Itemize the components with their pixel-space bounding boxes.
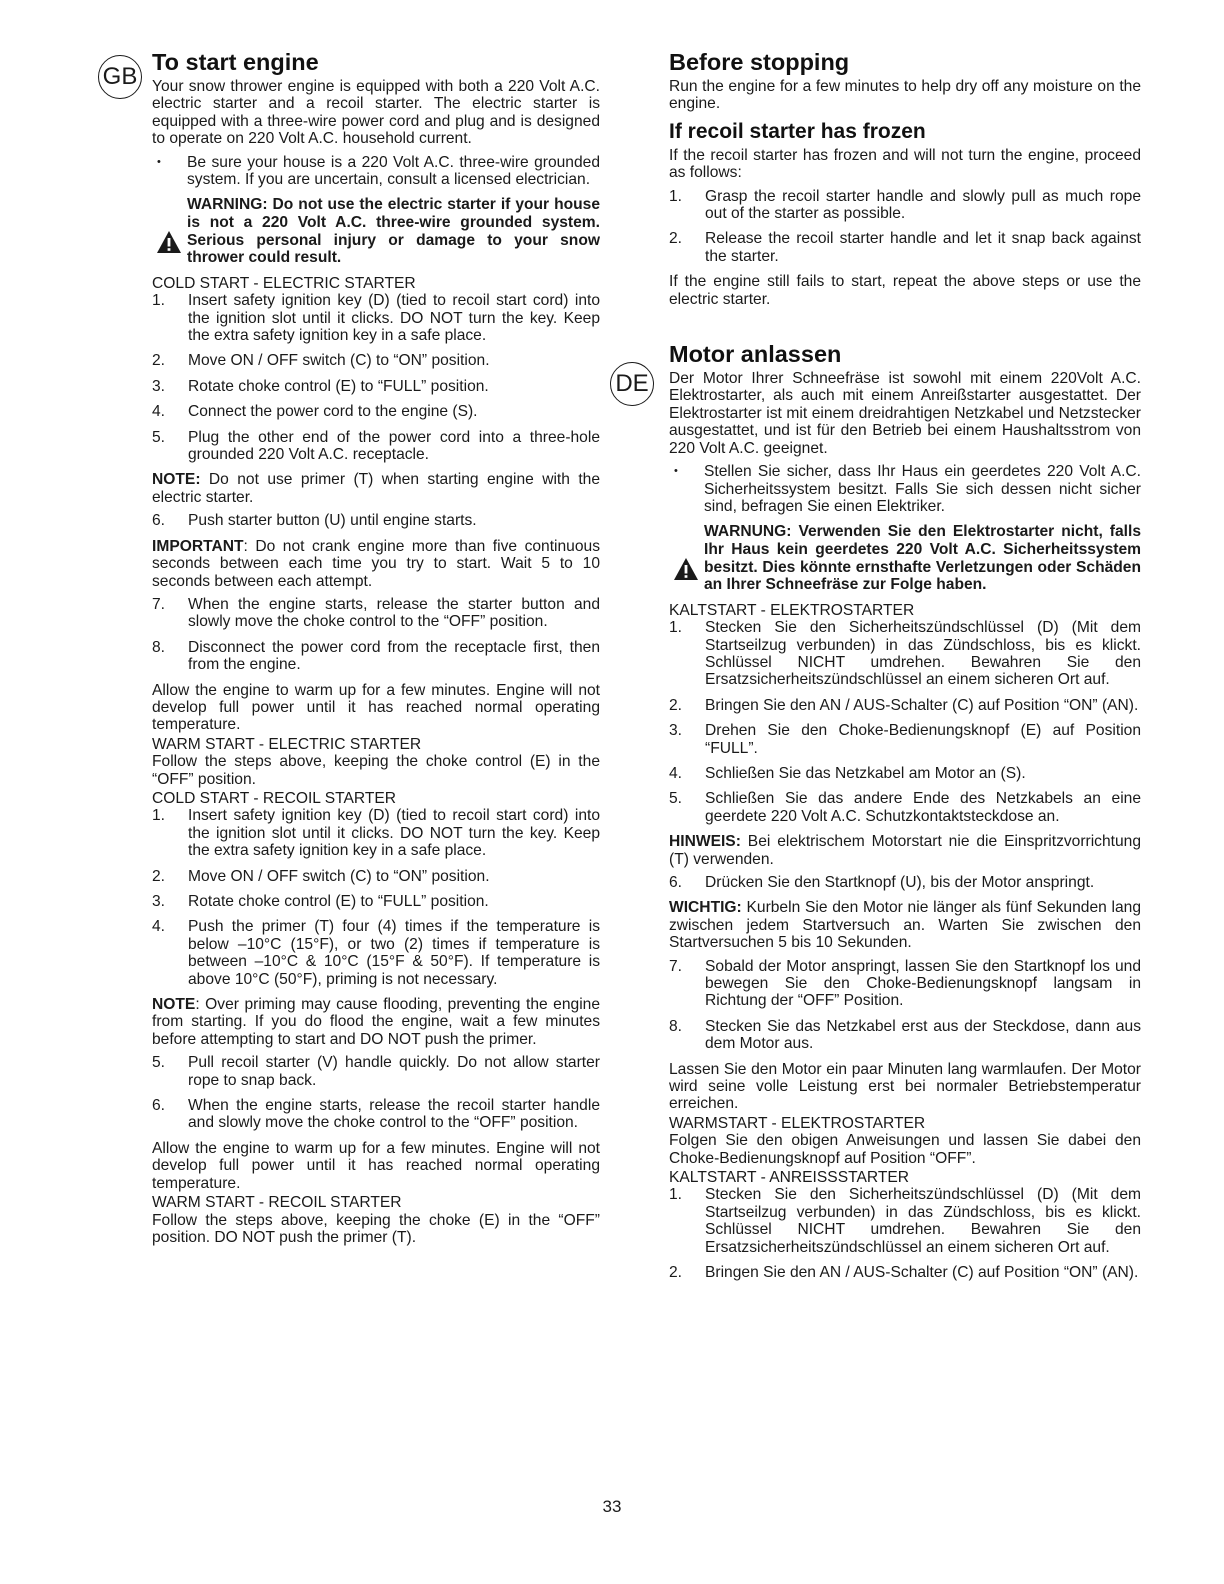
recoil-frozen-outro: If the engine still fails to start, repeat the above steps or use the electric starter. (669, 273, 1141, 308)
step-text: Disconnect the power cord from the receptacle first, then from the engine. (188, 638, 600, 674)
note-text: Do not use primer (T) when starting engine with the electric starter. (152, 471, 600, 506)
step-number: 3. (669, 722, 683, 740)
step-text: Move ON / OFF switch (C) to “ON” position. (188, 867, 490, 885)
step-text: Schließen Sie das Netzkabel am Motor an (S). (705, 764, 1026, 782)
bullet-item: • Be sure your house is a 220 Volt A.C. three-wire grounded system. If you are uncertain, consult a licensed electrician. (152, 154, 600, 189)
section-title-to-start-engine: To start engine (152, 49, 319, 75)
list-item (152, 512, 600, 529)
list-item (152, 378, 600, 395)
important-label: IMPORTANT (152, 537, 244, 555)
list-item (669, 230, 1141, 265)
step-text: Move ON / OFF switch (C) to “ON” position. (188, 352, 490, 370)
step-text: Bringen Sie den AN / AUS-Schalter (C) auf Position “ON” (AN). (705, 1264, 1139, 1282)
step-text: Schließen Sie das andere Ende des Netzkabels an eine geerdete 220 Volt A.C. Schutzkontaktsteckdose an. (705, 790, 1141, 825)
warning-block (152, 196, 600, 266)
step-text: Stecken Sie das Netzkabel erst aus der Steckdose, dann aus dem Motor aus. (705, 1017, 1141, 1053)
list-item (669, 765, 1141, 782)
before-stopping-text: Run the engine for a few minutes to help dry off any moisture on the engine. (669, 78, 1141, 113)
step-text: Push the primer (T) four (4) times if the temperature is below –10°C (15°F), or two (2) times if temperature is between –10°C & 10°C (15°F & 50°F). If temperature is above 10°C (50°F), priming is not necessary. (188, 918, 600, 988)
important-text: Kurbeln Sie den Motor nie länger als fünf Sekunden lang zwischen jedem Startversuch an. Warten Sie zwischen den Startversuchen 5 bis 10 Sekunden. (669, 899, 1141, 952)
steps-kaltstart-anreiss (669, 1186, 1141, 1281)
recoil-frozen-intro: If the recoil starter has frozen and will not turn the engine, proceed as follows: (669, 146, 1141, 182)
step-number: 3. (152, 893, 166, 910)
step-text: Connect the power cord to the engine (S). (188, 403, 478, 421)
language-badge-de: DE (610, 362, 654, 406)
subheading-warm-start-recoil: WARM START - RECOIL STARTER (152, 1194, 402, 1212)
subheading-cold-start-recoil: COLD START - RECOIL STARTER (152, 789, 397, 807)
list-item (152, 893, 600, 910)
important-label: WICHTIG: (669, 899, 742, 917)
list-item (152, 403, 600, 420)
warmup-paragraph: Allow the engine to warm up for a few minutes. Engine will not develop full power until it has reached normal operating temperature. (152, 1139, 600, 1192)
step-number: 6. (152, 1097, 166, 1115)
note-paragraph-de (669, 833, 1141, 868)
step-number: 7. (669, 957, 683, 975)
bullet-list (152, 154, 600, 189)
list-item (669, 1186, 1141, 1256)
list-item (669, 722, 1141, 757)
steps-kaltstart-elektro-end (669, 958, 1141, 1053)
step-number: 1. (669, 619, 683, 637)
list-item (152, 807, 600, 859)
step-text: When the engine starts, release the starter button and slowly move the choke control to the “OFF” position. (188, 595, 600, 631)
section-title-motor-anlassen: Motor anlassen (669, 341, 842, 368)
warmup-paragraph-de: Lassen Sie den Motor ein paar Minuten lang warmlaufen. Der Motor wird seine volle Leistung erst bei normaler Betriebstemperatur erreichen. (669, 1060, 1141, 1113)
list-item (152, 429, 600, 464)
step-number: 5. (669, 790, 683, 808)
steps-cold-start-recoil-cont (152, 1054, 600, 1132)
important-paragraph (152, 538, 600, 590)
step-number: 2. (669, 1264, 683, 1282)
steps-kaltstart-elektro (669, 619, 1141, 825)
warning-triangle-icon (673, 557, 699, 581)
warning-block-de (669, 523, 1141, 593)
step-number: 5. (152, 1054, 166, 1072)
step-number: 1. (669, 1186, 683, 1204)
note-text: : Over priming may cause flooding, preventing the engine from starting. If you do flood the engine, wait a few minutes before attempting to start and DO NOT push the primer. (152, 996, 600, 1048)
step-number: 7. (152, 595, 166, 613)
step-text: Rotate choke control (E) to “FULL” position. (188, 377, 489, 395)
page-number: 33 (602, 1497, 622, 1516)
bullet-item: • Stellen Sie sicher, dass Ihr Haus ein geerdetes 220 Volt A.C. Sicherheitssystem besitzt. Falls Sie sich dessen nicht sicher sind, befragen Sie einen Elektriker. (669, 463, 1141, 515)
list-item (669, 697, 1141, 714)
step-text: Bringen Sie den AN / AUS-Schalter (C) auf Position “ON” (AN). (705, 696, 1139, 714)
step-number: 2. (152, 352, 166, 370)
step-text: Sobald der Motor anspringt, lassen Sie den Startknopf los und bewegen Sie den Choke-Bedienungsknopf langsam in Richtung der “OFF” Position. (705, 957, 1141, 1010)
step-text: Insert safety ignition key (D) (tied to recoil start cord) into the ignition slot until it clicks. DO NOT turn the key. Keep the extra safety ignition key in a safe place. (188, 292, 600, 345)
warning-text: WARNING: Do not use the electric starter if your house is not a 220 Volt A.C. three-wire grounded system. Serious personal injury or damage to your snow thrower could result. (187, 196, 600, 267)
step-text: When the engine starts, release the recoil starter handle and slowly move the choke control to the “OFF” position. (188, 1097, 600, 1132)
step-number: 4. (152, 403, 166, 421)
steps-kaltstart-elektro-cont (669, 874, 1141, 891)
list-item (669, 958, 1141, 1010)
list-item (152, 596, 600, 631)
intro-paragraph-de: Der Motor Ihrer Schneefräse ist sowohl mit einem 220Volt A.C. Elektrostarter, als auch mit einem Anreißstarter ausgestattet. Der Elektrostarter ist mit einem dreidrahtigen Netzkabel und Netzstecker ausgestattet, und ist für den Betrieb bei einem Haushaltsstrom von 220 Volt A.C. geeignet. (669, 370, 1141, 457)
note-paragraph (152, 996, 600, 1048)
section-title-before-stopping: Before stopping (669, 49, 850, 75)
warmstart-elektro-text: Folgen Sie den obigen Anweisungen und lassen Sie dabei den Choke-Bedienungsknopf auf Position “OFF”. (669, 1132, 1141, 1167)
list-item (669, 188, 1141, 223)
important-paragraph-de (669, 899, 1141, 951)
warmup-paragraph: Allow the engine to warm up for a few minutes. Engine will not develop full power until it has reached normal operating temperature. (152, 681, 600, 734)
right-column (669, 48, 1141, 1290)
steps-cold-start-electric-end (152, 596, 600, 674)
step-number: 5. (152, 428, 166, 446)
step-number: 8. (152, 638, 166, 656)
step-number: 4. (152, 918, 166, 936)
subheading-kaltstart-anreiss: KALTSTART - ANREISSSTARTER (669, 1169, 910, 1187)
list-item (152, 1054, 600, 1089)
list-item (152, 292, 600, 344)
note-label: HINWEIS: (669, 833, 741, 851)
list-item (669, 790, 1141, 825)
step-number: 4. (669, 764, 683, 782)
steps-cold-start-electric-cont (152, 512, 600, 529)
step-text: Stecken Sie den Sicherheitszündschlüssel (D) (Mit dem Startseilzug verbunden) in das Zündschloss, bis es klickt. Schlüssel NICHT umdrehen. Bewahren Sie den Ersatzsicherheitszündschlüssel an einem sicheren Ort auf. (705, 1186, 1141, 1256)
step-text: Push starter button (U) until engine starts. (188, 512, 477, 530)
bullet-list-de (669, 463, 1141, 515)
warm-start-recoil-text: Follow the steps above, keeping the choke (E) in the “OFF” position. DO NOT push the primer (T). (152, 1211, 600, 1246)
subheading-warm-start-electric: WARM START - ELECTRIC STARTER (152, 735, 422, 753)
step-number: 6. (152, 512, 166, 530)
list-item (669, 874, 1141, 891)
step-text: Grasp the recoil starter handle and slowly pull as much rope out of the starter as possible. (705, 187, 1141, 223)
warning-text: WARNUNG: Verwenden Sie den Elektrostarter nicht, falls Ihr Haus kein geerdetes 220 Volt A.C. Sicherheitssystem besitzt. Dies könnte ernsthafte Verletzungen oder Schäden an Ihrer Schneefräse zur Folge haben. (704, 523, 1141, 594)
step-text: Drücken Sie den Startknopf (U), bis der Motor anspringt. (705, 873, 1095, 891)
subheading-cold-start-electric: COLD START - ELECTRIC STARTER (152, 274, 416, 292)
step-number: 3. (152, 377, 166, 395)
warning-triangle-icon (156, 230, 182, 254)
step-number: 1. (669, 187, 683, 205)
subheading-kaltstart-elektro: KALTSTART - ELEKTROSTARTER (669, 601, 915, 619)
intro-paragraph: Your snow thrower engine is equipped with both a 220 Volt A.C. electric starter and a recoil starter. The electric starter is equipped with a three-wire power cord and plug and is designed to operate on 220 Volt A.C. household current. (152, 78, 600, 148)
list-item (152, 918, 600, 988)
step-text: Rotate choke control (E) to “FULL” position. (188, 893, 489, 910)
list-item (152, 352, 600, 369)
list-item (669, 1018, 1141, 1053)
list-item (152, 639, 600, 674)
step-number: 8. (669, 1017, 683, 1035)
note-text: Bei elektrischem Motorstart nie die Einspritzvorrichtung (T) verwenden. (669, 833, 1141, 868)
steps-recoil-frozen (669, 188, 1141, 266)
note-label: NOTE (152, 996, 196, 1014)
step-text: Release the recoil starter handle and let it snap back against the starter. (705, 230, 1141, 265)
step-text: Stecken Sie den Sicherheitszündschlüssel (D) (Mit dem Startseilzug verbunden) in das Zündschloss, bis es klickt. Schlüssel NICHT umdrehen. Bewahren Sie den Ersatzsicherheitszündschlüssel an einem sicheren Ort auf. (705, 619, 1141, 689)
steps-cold-start-electric (152, 292, 600, 463)
step-number: 2. (669, 230, 683, 248)
english-column (152, 48, 600, 1252)
step-number: 1. (152, 807, 166, 825)
list-item (152, 868, 600, 885)
step-text: Insert safety ignition key (D) (tied to recoil start cord) into the ignition slot until it clicks. DO NOT turn the key. Keep the extra safety ignition key in a safe place. (188, 807, 600, 860)
step-text: Drehen Sie den Choke-Bedienungsknopf (E) auf Position “FULL”. (705, 722, 1141, 757)
note-paragraph (152, 471, 600, 506)
step-number: 2. (669, 696, 683, 714)
list-item (669, 619, 1141, 689)
note-label: NOTE: (152, 471, 201, 489)
list-item (669, 1264, 1141, 1281)
step-number: 1. (152, 292, 166, 310)
important-text: : Do not crank engine more than five continuous seconds between each time you try to start. Wait 5 to 10 seconds between each attempt. (152, 537, 600, 590)
warm-start-electric-text: Follow the steps above, keeping the choke control (E) in the “OFF” position. (152, 753, 600, 788)
subheading-warmstart-elektro: WARMSTART - ELEKTROSTARTER (669, 1114, 926, 1132)
list-item (152, 1097, 600, 1132)
steps-cold-start-recoil (152, 807, 600, 988)
section-title-recoil-frozen: If recoil starter has frozen (669, 119, 926, 143)
step-number: 6. (669, 873, 683, 891)
step-text: Plug the other end of the power cord into a three-hole grounded 220 Volt A.C. receptacle. (188, 428, 600, 464)
step-text: Pull recoil starter (V) handle quickly. Do not allow starter rope to snap back. (188, 1054, 600, 1089)
language-badge-gb: GB (98, 55, 142, 99)
step-number: 2. (152, 867, 166, 885)
